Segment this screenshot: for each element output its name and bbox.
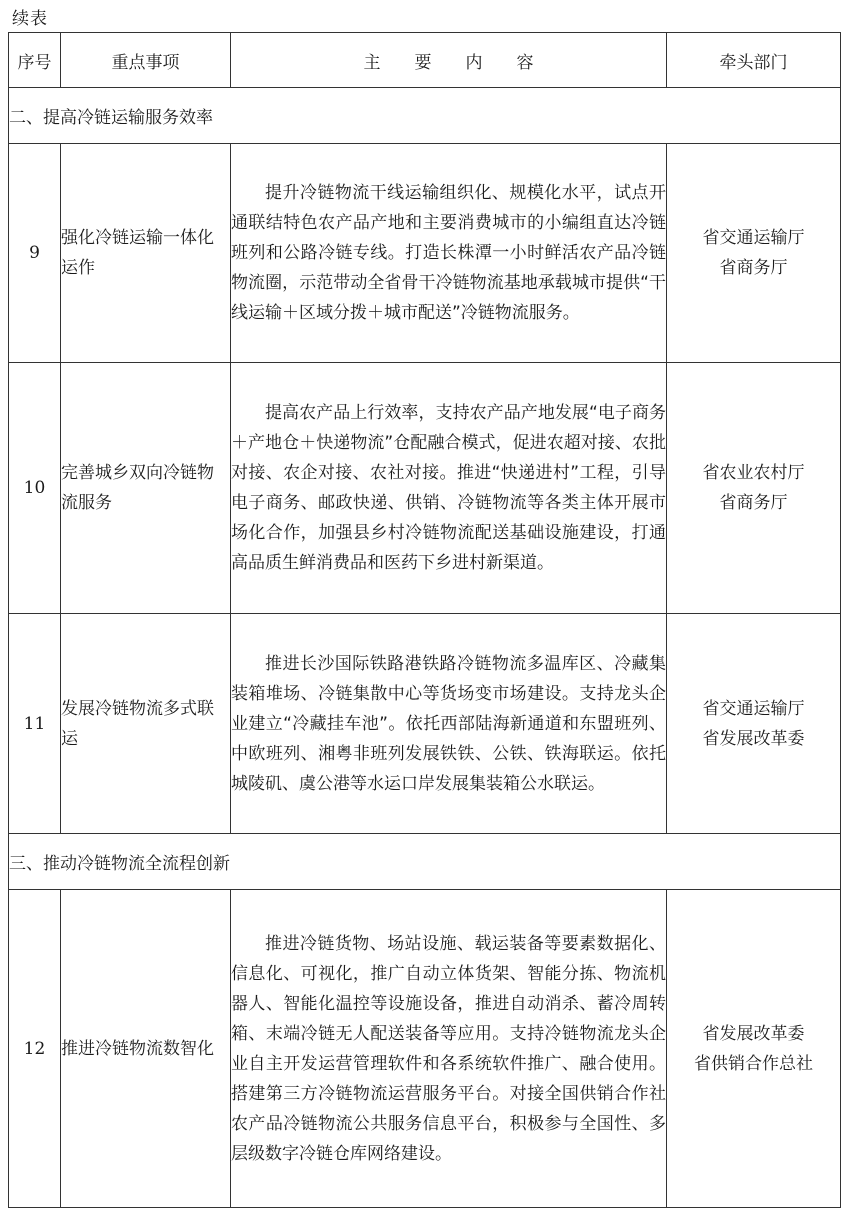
row-dept [667,890,841,1208]
dept-name: 省农业农村厅 [702,463,805,483]
dept-name: 省交通运输厅 [702,698,805,719]
row-seq: 10 [9,363,61,614]
section-title: 三、推动冷链物流全流程创新 [9,834,841,890]
row-item: 完善城乡双向冷链物流服务 [61,363,231,614]
row-content [231,614,667,834]
section-row [9,834,841,890]
row-content [231,144,667,363]
row-item: 推进冷链物流数智化 [61,890,231,1208]
row-content [231,363,667,614]
dept-name: 省发展改革委 [702,1023,805,1044]
row-seq: 9 [9,144,61,363]
header-content: 主 要 内 容 [231,33,667,88]
row-seq: 12 [9,890,61,1208]
row-dept [667,363,841,614]
dept-name: 省供销合作总社 [694,1053,813,1074]
dept-name: 省商务厅 [719,258,788,278]
header-item: 重点事项 [61,33,231,88]
section-title: 二、提高冷链运输服务效率 [9,88,841,144]
table-row [9,614,841,834]
table-row [9,890,841,1208]
dept-name: 省交通运输厅 [702,228,805,248]
row-dept [667,144,841,363]
table-row [9,144,841,363]
key-tasks-table [8,32,841,1208]
table-header-row [9,33,841,88]
row-dept [667,614,841,834]
dept-name: 省发展改革委 [702,728,805,749]
continued-table-label: 续表 [12,9,48,29]
row-content-text: 提升冷链物流干线运输组织化、规模化水平，试点开通联结特色农产品产地和主要消费城市的小编组直达冷链班列和公路冷链专线。打造长株潭一小时鲜活农产品冷链物流圈，示范带动全省骨干冷链物流基地承载城市提供“干线运输＋区域分拨＋城市配送”冷链物流服务。 [231,183,666,323]
dept-name: 省商务厅 [719,493,788,513]
row-content-text: 提高农产品上行效率，支持农产品产地发展“电子商务＋产地仓＋快递物流”仓配融合模式，促进农超对接、农批对接、农企对接、农社对接。推进“快递进村”工程，引导电子商务、邮政快递、供销、冷链物流等各类主体开展市场化合作，加强县乡村冷链物流配送基础设施建设，打通高品质生鲜消费品和医药下乡进村新渠道。 [231,403,666,573]
row-content [231,890,667,1208]
row-content-text: 推进长沙国际铁路港铁路冷链物流多温库区、冷藏集装箱堆场、冷链集散中心等货场变市场建设。支持龙头企业建立“冷藏挂车池”。依托西部陆海新通道和东盟班列、中欧班列、湘粤非班列发展铁铁、公铁、铁海联运。依托城陵矶、虞公港等水运口岸发展集装箱公水联运。 [231,653,666,794]
table-row [9,363,841,614]
header-dept: 牵头部门 [667,33,841,88]
row-seq: 11 [9,614,61,834]
header-seq: 序号 [9,33,61,88]
row-item: 强化冷链运输一体化运作 [61,144,231,363]
row-item: 发展冷链物流多式联运 [61,614,231,834]
row-content-text: 推进冷链货物、场站设施、载运装备等要素数据化、信息化、可视化，推广自动立体货架、智能分拣、物流机器人、智能化温控等设施设备，推进自动消杀、蓄冷周转箱、末端冷链无人配送装备等应用。支持冷链物流龙头企业自主开发运营管理软件和各系统软件推广、融合使用。搭建第三方冷链物流运营服务平台。对接全国供销合作社农产品冷链物流公共服务信息平台，积极参与全国性、多层级数字冷链仓库网络建设。 [231,933,666,1164]
section-row [9,88,841,144]
